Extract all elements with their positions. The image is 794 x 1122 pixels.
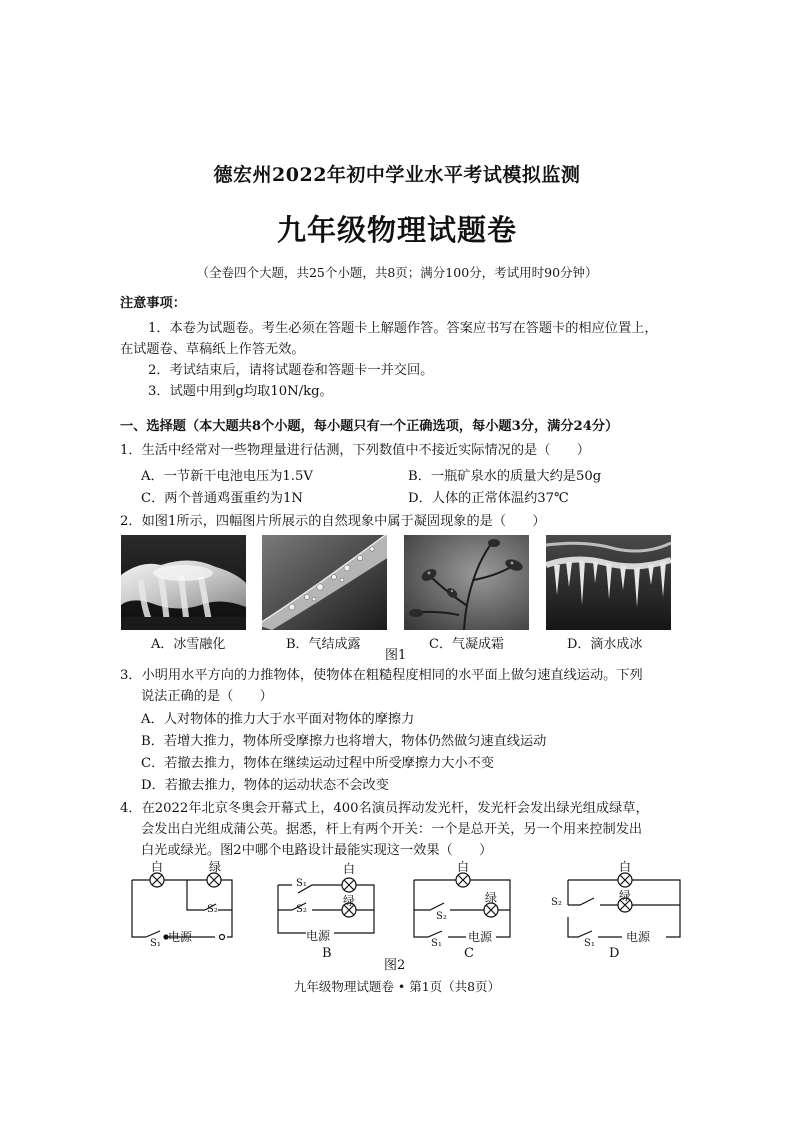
circuit-b-option: B: [322, 946, 332, 961]
exam-title: 德宏州2022年初中学业水平考试模拟监测: [213, 164, 581, 186]
q2-option-c: C．气凝成霜: [429, 637, 504, 652]
circuit-b-s1-label: S₁: [296, 878, 307, 889]
q2-option-a: A．冰雪融化: [151, 637, 226, 652]
q2-option-b: B．气结成露: [286, 637, 361, 652]
circuit-a-power-label: 电源: [168, 930, 193, 944]
circuit-a-green-label: 绿: [209, 860, 222, 874]
notice-item-2: 2．考试结束后，请将试题卷和答题卡一并交回。: [148, 363, 434, 378]
notice-item-3: 3．试题中用到g均取10N/kg。: [148, 384, 333, 399]
circuit-c-green-label: 绿: [485, 891, 498, 905]
circuit-b: [278, 878, 374, 933]
notice-heading: 注意事项：: [120, 296, 186, 311]
q3-option-d: D．若撤去推力，物体的运动状态不会改变: [141, 778, 389, 793]
q3-option-a: A．人对物体的推力大于水平面对物体的摩擦力: [141, 712, 415, 727]
circuit-c-option: C: [464, 946, 474, 961]
notice-item-1: 1．本卷为试题卷。考生必须在答题卡上解题作答。答案应书写在答题卡的相应位置上，: [148, 321, 658, 336]
section-1-heading: 一、选择题（本大题共8个小题，每小题只有一个正确选项，每小题3分，满分24分）: [120, 419, 619, 434]
circuit-d-s1-label: S₁: [584, 938, 595, 949]
q4-stem: 4．在2022年北京冬奥会开幕式上，400名演员挥动发光杆，发光杆会发出绿光组成绿草，: [120, 801, 649, 816]
paper-title: 九年级物理试题卷: [276, 213, 517, 247]
q1-option-a: A．一节新干电池电压为1.5V: [141, 469, 313, 484]
dew-photo: [262, 535, 387, 630]
q4-stem-cont-2: 白光或绿光。图2中哪个电路设计最能实现这一效果（ ）: [141, 843, 493, 858]
q3-option-b: B．若增大推力，物体所受摩擦力也将增大，物体仍然做匀速直线运动: [141, 734, 547, 749]
circuit-c-s1-label: S₁: [431, 938, 442, 949]
figure-2-circuits: [0, 855, 794, 970]
q2-option-d: D．滴水成冰: [567, 637, 643, 652]
circuit-d-s2-label: S₂: [551, 897, 562, 908]
page-footer: 九年级物理试题卷 • 第1页（共8页）: [293, 979, 501, 994]
q1-stem: 1．生活中经常对一些物理量进行估测，下列数值中不接近实际情况的是（ ）: [120, 443, 590, 458]
q3-option-c: C．若撤去推力，物体在继续运动过程中所受摩擦力大小不变: [141, 756, 494, 771]
circuit-d-power-label: 电源: [626, 930, 651, 944]
circuit-a-s1-label: S₁: [150, 938, 161, 949]
q3-stem-cont: 说法正确的是（ ）: [141, 689, 273, 704]
circuit-a-s2-label: S₂: [207, 904, 218, 915]
q2-stem: 2．如图1所示，四幅图片所展示的自然现象中属于凝固现象的是（ ）: [120, 514, 546, 529]
figure-2-label: 图2: [384, 958, 406, 973]
q1-option-b: B．一瓶矿泉水的质量大约是50g: [408, 469, 602, 484]
figure-1-label: 图1: [385, 648, 407, 663]
circuit-a-white-label: 白: [151, 860, 164, 874]
circuit-d-option: D: [609, 946, 620, 961]
circuit-b-green-label: 绿: [343, 894, 356, 908]
icicle-photo: [546, 535, 671, 630]
circuit-d: [568, 873, 680, 937]
circuit-c-s2-label: S₂: [436, 911, 447, 922]
circuit-c-white-label: 白: [457, 860, 470, 874]
frost-photo: [404, 535, 529, 630]
circuit-b-white-label: 白: [343, 862, 356, 876]
exam-info: （全卷四个大题，共25个小题，共8页；满分100分，考试用时90分钟）: [196, 265, 598, 280]
q1-option-c: C．两个普通鸡蛋重约为1N: [141, 491, 303, 506]
circuit-b-s2-label: S₂: [296, 904, 307, 915]
circuit-b-power-label: 电源: [306, 929, 331, 943]
circuit-d-green-label: 绿: [619, 889, 632, 903]
notice-item-1-cont: 在试题卷、草稿纸上作答无效。: [120, 342, 305, 357]
circuit-c-power-label: 电源: [468, 930, 493, 944]
q3-stem: 3．小明用水平方向的力推物体，使物体在粗糙程度相同的水平面上做匀速直线运动。下列: [120, 668, 643, 683]
circuit-d-white-label: 白: [619, 860, 632, 874]
q4-stem-cont-1: 会发出白光组成蒲公英。据悉，杆上有两个开关：一个是总开关，另一个用来控制发出: [141, 822, 643, 837]
q1-option-d: D．人体的正常体温约37℃: [408, 491, 569, 506]
ice-melting-photo: [121, 535, 246, 630]
